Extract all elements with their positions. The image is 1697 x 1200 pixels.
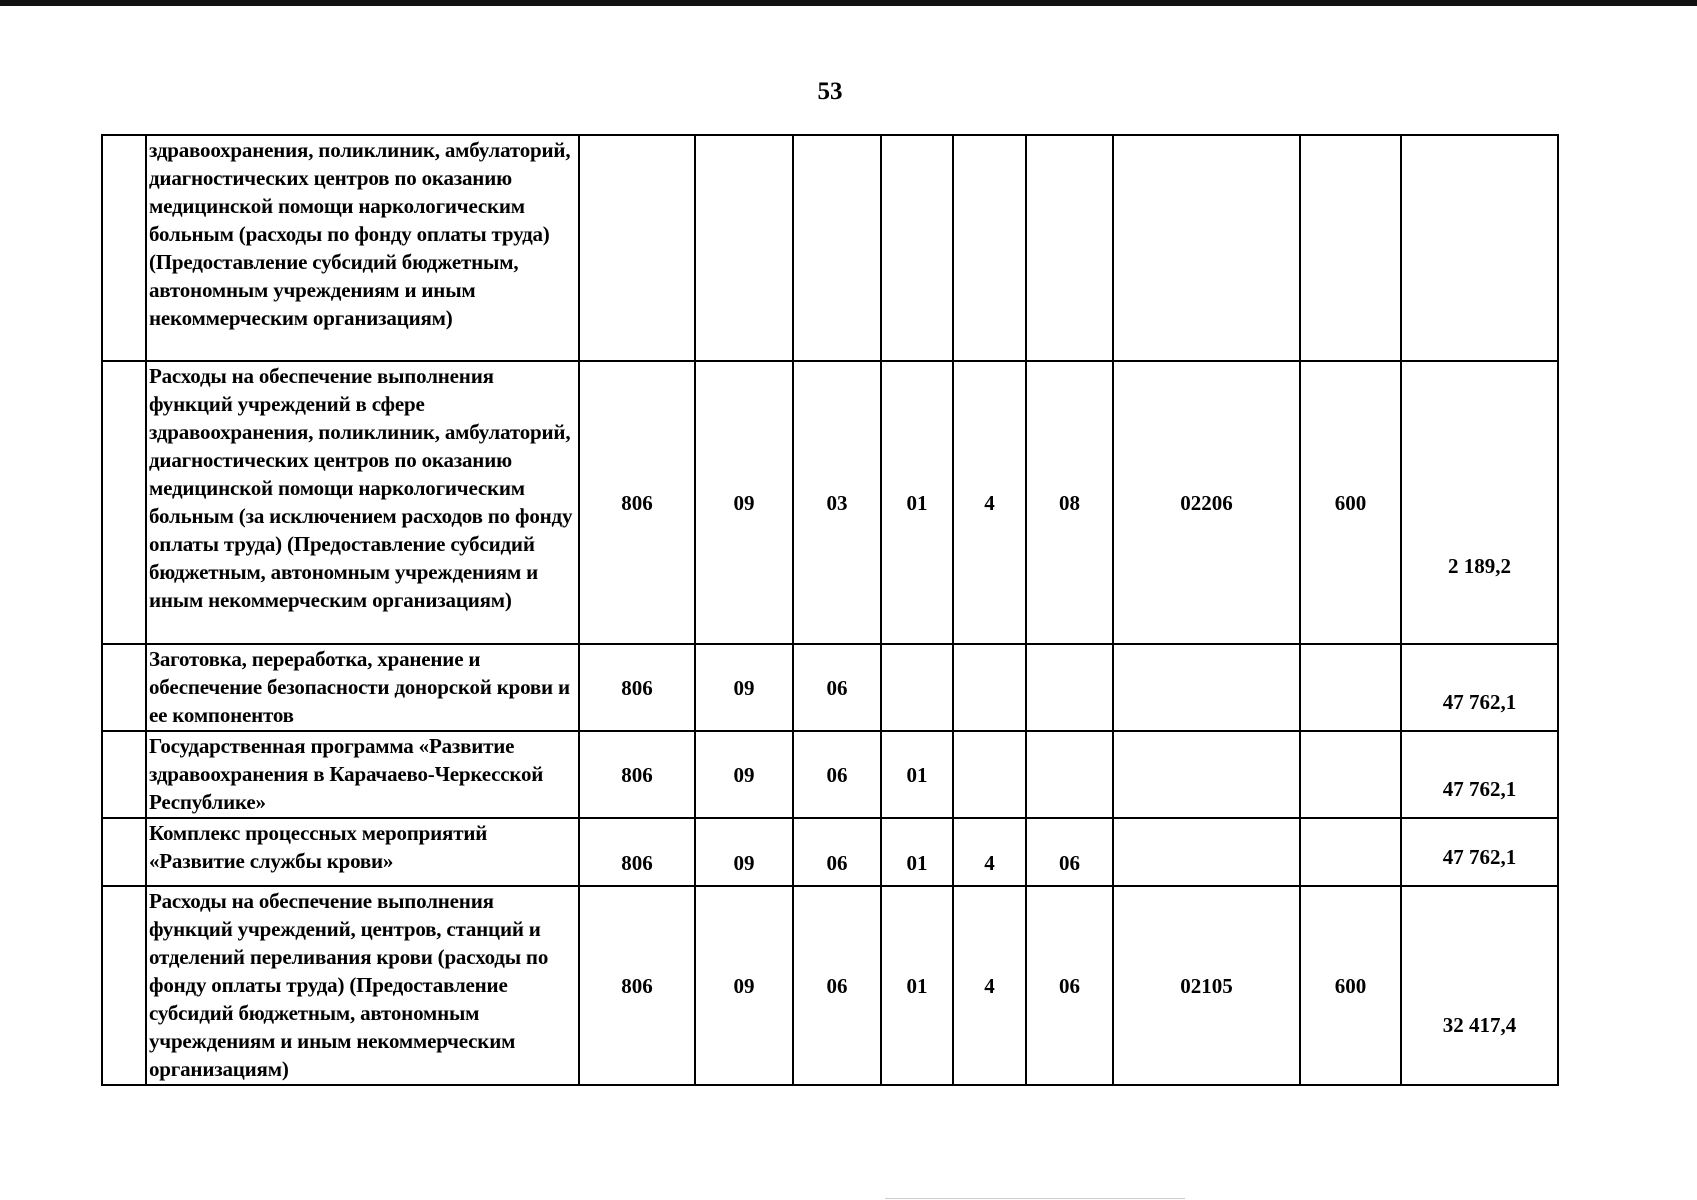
section-cell: 09 bbox=[695, 644, 793, 731]
ministry-cell: 806 bbox=[579, 886, 695, 1085]
amount-cell bbox=[1401, 644, 1558, 731]
subprogram-cell bbox=[1026, 644, 1113, 731]
subprogram-cell: 06 bbox=[1026, 818, 1113, 886]
program-cell: 01 bbox=[881, 818, 953, 886]
subprogram-type-cell bbox=[953, 644, 1026, 731]
amount-cell bbox=[1401, 886, 1558, 1085]
subprogram-cell bbox=[1026, 731, 1113, 818]
expense-type-cell: 600 bbox=[1300, 886, 1401, 1085]
subprogram-type-cell: 4 bbox=[953, 886, 1026, 1085]
subprogram-type-cell bbox=[953, 731, 1026, 818]
amount-value: 2 189,2 bbox=[1448, 553, 1511, 578]
ministry-cell: 806 bbox=[579, 731, 695, 818]
direction-cell: 02105 bbox=[1113, 886, 1300, 1085]
description-cell: здравоохранения, поликлиник, амбулаторий, диагностических центров по оказанию медицинской помощи наркологическим больным (расходы по фонду оплаты труда) (Предоставление субсидий бюджетным, автономным учреждениям и иным некоммерческим организациям) bbox=[146, 135, 579, 361]
subprogram-cell: 06 bbox=[1026, 886, 1113, 1085]
section-cell: 09 bbox=[695, 886, 793, 1085]
row-number-cell bbox=[102, 644, 146, 731]
budget-table bbox=[101, 134, 1559, 1086]
expense-type-cell bbox=[1300, 135, 1401, 361]
description-cell: Комплекс процессных мероприятий «Развитие службы крови» bbox=[146, 818, 579, 886]
row-number-cell bbox=[102, 135, 146, 361]
scan-artifact-line bbox=[885, 1198, 1185, 1199]
program-cell: 01 bbox=[881, 361, 953, 644]
direction-cell: 02206 bbox=[1113, 361, 1300, 644]
section-cell: 09 bbox=[695, 818, 793, 886]
table-row bbox=[102, 135, 1558, 361]
subprogram-type-cell: 4 bbox=[953, 361, 1026, 644]
page-number: 53 bbox=[817, 78, 843, 105]
subprogram-cell: 08 bbox=[1026, 361, 1113, 644]
description-cell: Заготовка, переработка, хранение и обеспечение безопасности донорской крови и ее компонентов bbox=[146, 644, 579, 731]
subprogram-type-cell: 4 bbox=[953, 818, 1026, 886]
subsection-cell: 06 bbox=[793, 644, 881, 731]
description-cell: Расходы на обеспечение выполнения функций учреждений, центров, станций и отделений переливания крови (расходы по фонду оплаты труда) (Предоставление субсидий бюджетным, автономным учреждениям и иным некоммерческим организациям) bbox=[146, 886, 579, 1085]
direction-cell bbox=[1113, 135, 1300, 361]
section-cell: 09 bbox=[695, 731, 793, 818]
direction-cell bbox=[1113, 644, 1300, 731]
row-number-cell bbox=[102, 818, 146, 886]
row-number-cell bbox=[102, 361, 146, 644]
description-cell: Государственная программа «Развитие здравоохранения в Карачаево-Черкесской Республике» bbox=[146, 731, 579, 818]
amount-cell bbox=[1401, 731, 1558, 818]
amount-value: 32 417,4 bbox=[1442, 1012, 1517, 1037]
amount-value: 47 762,1 bbox=[1442, 689, 1517, 714]
amount-value: 47 762,1 bbox=[1442, 776, 1517, 801]
table-row bbox=[102, 644, 1558, 731]
section-cell: 09 bbox=[695, 361, 793, 644]
subsection-cell: 06 bbox=[793, 886, 881, 1085]
program-cell bbox=[881, 135, 953, 361]
amount-cell: 47 762,1 bbox=[1401, 818, 1558, 886]
ministry-cell: 806 bbox=[579, 644, 695, 731]
table-row bbox=[102, 731, 1558, 818]
direction-cell bbox=[1113, 818, 1300, 886]
subsection-cell: 06 bbox=[793, 731, 881, 818]
table-row bbox=[102, 818, 1558, 886]
ministry-cell: 806 bbox=[579, 361, 695, 644]
row-number-cell bbox=[102, 886, 146, 1085]
program-cell bbox=[881, 644, 953, 731]
description-cell: Расходы на обеспечение выполнения функций учреждений в сфере здравоохранения, поликлиник, амбулаторий, диагностических центров по оказанию медицинской помощи наркологическим больным (за исключением расходов по фонду оплаты труда) (Предоставление субсидий бюджетным, автономным учреждениям и иным некоммерческим организациям) bbox=[146, 361, 579, 644]
scan-top-border bbox=[0, 0, 1697, 6]
expense-type-cell bbox=[1300, 644, 1401, 731]
subsection-cell: 03 bbox=[793, 361, 881, 644]
amount-cell bbox=[1401, 361, 1558, 644]
program-cell: 01 bbox=[881, 886, 953, 1085]
subprogram-cell bbox=[1026, 135, 1113, 361]
program-cell: 01 bbox=[881, 731, 953, 818]
subsection-cell bbox=[793, 135, 881, 361]
subprogram-type-cell bbox=[953, 135, 1026, 361]
direction-cell bbox=[1113, 731, 1300, 818]
section-cell bbox=[695, 135, 793, 361]
amount-cell bbox=[1401, 135, 1558, 361]
row-number-cell bbox=[102, 731, 146, 818]
table-row bbox=[102, 361, 1558, 644]
expense-type-cell: 600 bbox=[1300, 361, 1401, 644]
expense-type-cell bbox=[1300, 731, 1401, 818]
expense-type-cell bbox=[1300, 818, 1401, 886]
ministry-cell: 806 bbox=[579, 818, 695, 886]
ministry-cell bbox=[579, 135, 695, 361]
subsection-cell: 06 bbox=[793, 818, 881, 886]
table-row bbox=[102, 886, 1558, 1085]
